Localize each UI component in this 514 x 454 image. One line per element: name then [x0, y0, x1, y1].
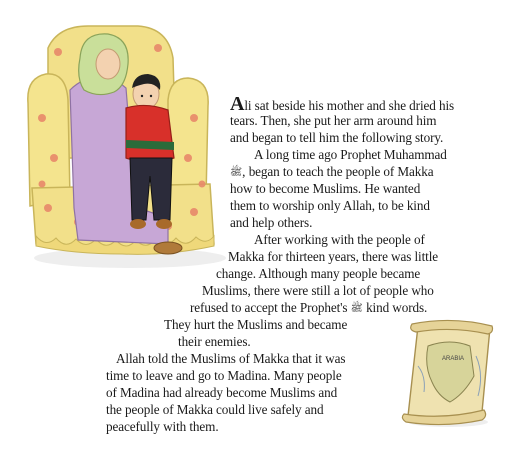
- story-line: A long time ago Prophet Muhammad: [254, 147, 447, 162]
- story-line: ﷺ, began to teach the people of Makka: [230, 164, 434, 179]
- story-line: Makka for thirteen years, there was little: [228, 249, 439, 264]
- honorific-glyph: ﷺ: [350, 303, 363, 314]
- story-line: of Madina had already become Muslims and: [106, 385, 338, 400]
- story-line: Muslims, there were still a lot of people who: [202, 283, 434, 298]
- story-line: Ali sat beside his mother and she dried his: [230, 93, 455, 115]
- drop-cap: A: [230, 93, 245, 115]
- story-line: After working with the people of: [254, 232, 425, 247]
- story-line: tears. Then, she put her arm around him: [230, 113, 437, 128]
- story-line: Allah told the Muslims of Makka that it was: [116, 351, 346, 366]
- story-line: the people of Makka could live safely and: [106, 402, 324, 417]
- story-line: their enemies.: [178, 334, 251, 349]
- story-line: how to become Muslims. He wanted: [230, 181, 421, 196]
- honorific-glyph: ﷺ: [230, 167, 243, 178]
- story-line: and help others.: [230, 215, 313, 230]
- story-line: time to leave and go to Madina. Many people: [106, 368, 342, 383]
- story-line: peacefully with them.: [106, 419, 219, 434]
- story-line: They hurt the Muslims and became: [164, 317, 348, 332]
- map-label: ARABIA: [442, 356, 465, 362]
- story-line: change. Although many people became: [216, 266, 421, 281]
- story-line: refused to accept the Prophet's ﷺ kind words.: [190, 300, 428, 315]
- story-line: them to worship only Allah, to be kind: [230, 198, 430, 213]
- story-line: and began to tell him the following story.: [230, 130, 444, 145]
